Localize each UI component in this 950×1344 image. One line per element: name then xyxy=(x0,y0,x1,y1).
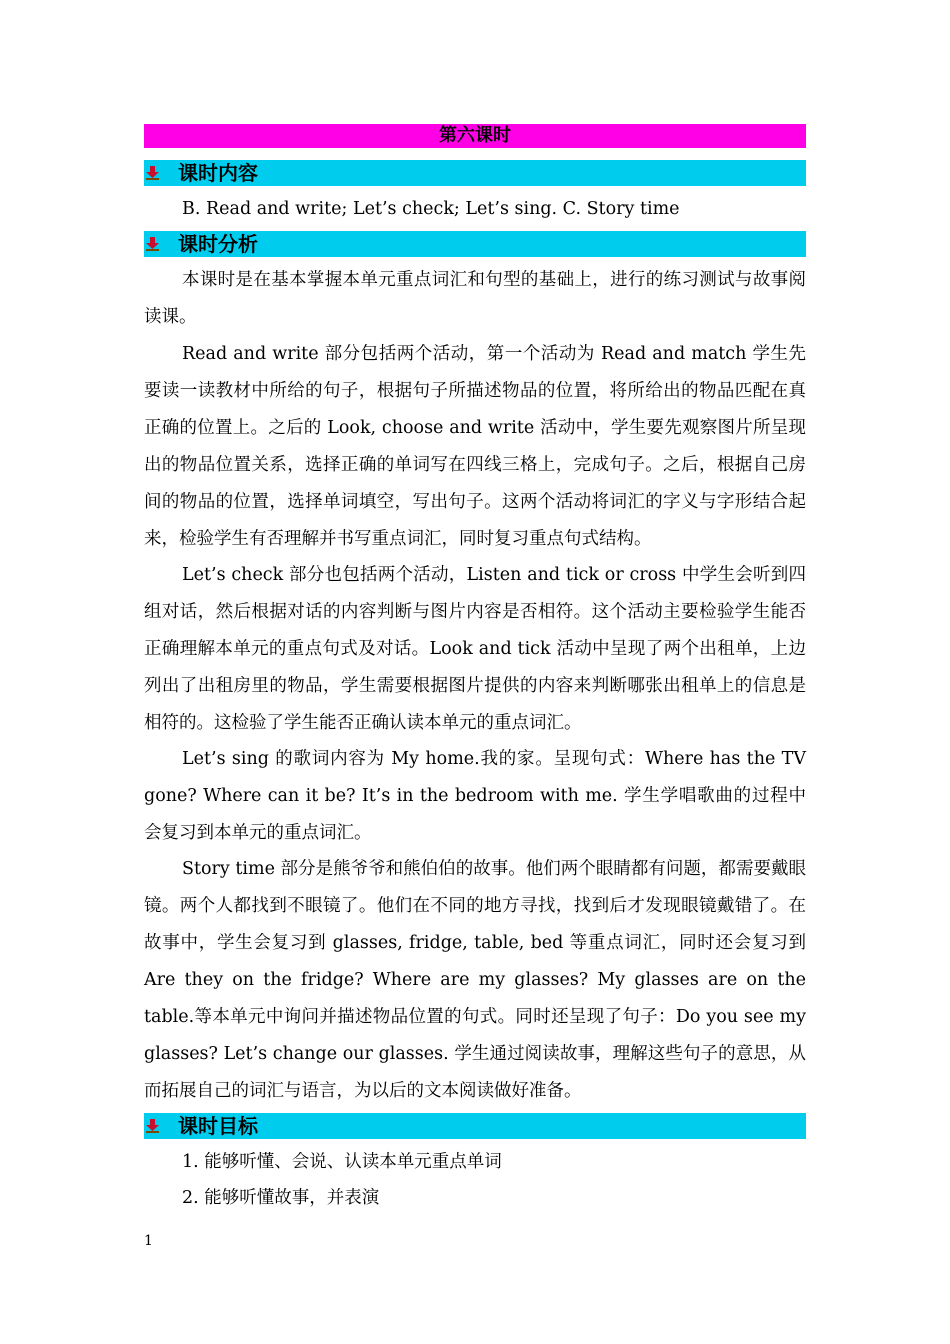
section-header-objectives xyxy=(144,1113,806,1139)
objective-item-2: 2. 能够听懂故事，并表演 xyxy=(182,1188,380,1208)
arrow-down-icon xyxy=(146,1119,159,1133)
content-text: B. Read and write; Let’s check; Let’s sing. C. Story time xyxy=(182,199,680,219)
analysis-paragraph-1: 本课时是在基本掌握本单元重点词汇和句型的基础上，进行的练习测试与故事阅读课。 xyxy=(144,270,806,327)
lesson-title: 第六课时 xyxy=(144,124,806,148)
objective-item-1: 1. 能够听懂、会说、认读本单元重点单词 xyxy=(182,1152,502,1172)
analysis-paragraph-5: Story time 部分是熊爷爷和熊伯伯的故事。他们两个眼睛都有问题，都需要戴眼镜。两个人都找到不眼镜了。他们在不同的地方寻找，找到后才发现眼镜戴错了。在故事中，学生会复习到 glasses, fridge, table, bed 等重点词汇，同时还会复习到 Are they on the fridge? Where are my glasses? My glasses are on the table.等本单元中询问并描述物品位置的句式。同时还呈现了句子：Do you see my glasses? Let’s change our glasses. 学生通过阅读故事，理解这些句子的意思，从而拓展自己的词汇与语言，为以后的文本阅读做好准备。 xyxy=(144,859,806,1101)
section-heading: 课时分析 xyxy=(178,232,258,256)
section-header-analysis xyxy=(144,231,806,257)
page-number: 1 xyxy=(144,1233,153,1249)
arrow-down-icon xyxy=(146,237,159,251)
section-header-content xyxy=(144,160,806,186)
analysis-paragraph-4: Let’s sing 的歌词内容为 My home.我的家。呈现句式：Where has the TV gone? Where can it be? It’s in the bedroom with me. 学生学唱歌曲的过程中会复习到本单元的重点词汇。 xyxy=(144,749,806,843)
section-heading: 课时内容 xyxy=(178,161,258,185)
analysis-paragraph-2: Read and write 部分包括两个活动，第一个活动为 Read and match 学生先要读一读教材中所给的句子，根据句子所描述物品的位置，将所给出的物品匹配在真正确的位置上。之后的 Look, choose and write 活动中，学生要先观察图片所呈现出的物品位置关系，选择正确的单词写在四线三格上，完成句子。之后，根据自己房间的物品的位置，选择单词填空，写出句子。这两个活动将词汇的字义与字形结合起来，检验学生有否理解并书写重点词汇，同时复习重点句式结构。 xyxy=(144,344,806,549)
arrow-down-icon xyxy=(146,166,159,180)
analysis-paragraph-3: Let’s check 部分也包括两个活动，Listen and tick or cross 中学生会听到四组对话，然后根据对话的内容判断与图片内容是否相符。这个活动主要检验学生能否正确理解本单元的重点句式及对话。Look and tick 活动中呈现了两个出租单，上边列出了出租房里的物品，学生需要根据图片提供的内容来判断哪张出租单上的信息是相符的。这检验了学生能否正确认读本单元的重点词汇。 xyxy=(144,565,806,733)
section-heading: 课时目标 xyxy=(178,1114,258,1138)
